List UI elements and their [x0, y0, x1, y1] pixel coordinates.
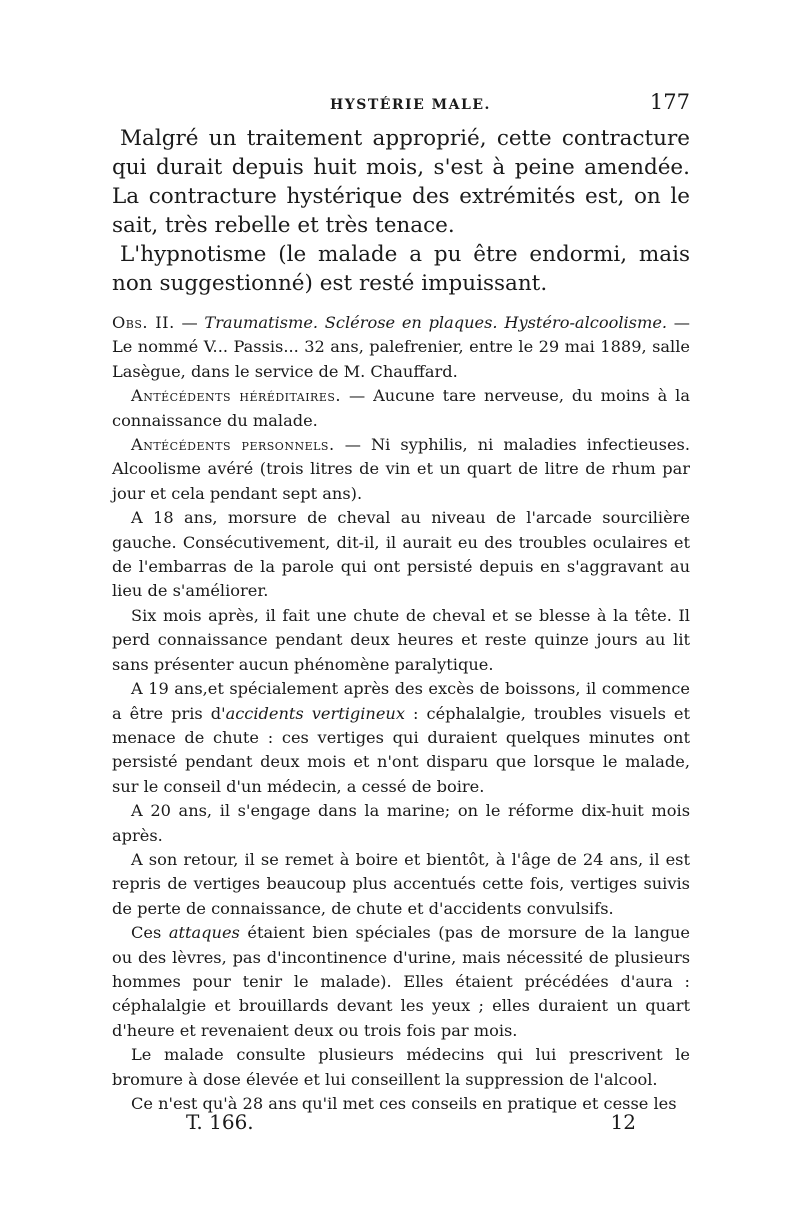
running-title: HYSTÉRIE MALE. [330, 97, 491, 113]
paragraph-age-19 [112, 677, 690, 799]
volume-mark: T. 166. [186, 1110, 254, 1134]
personal-text: — Ni syphilis, ni maladies infectieuses. Alcoolisme avéré (trois litres de vin et un quart de litre de rhum par jour et cela pendant sept ans). [112, 435, 691, 503]
paragraph-age-19-end: : céphalalgie, troubles visuels et menace de chute : ces vertiges qui duraient quelques minutes ont persisté pendant deux mois et n'ont disparu que lorsque le malade, sur le conseil d'un médecin, a cessé de boire. [112, 703, 690, 796]
intro-paragraph-2: L'hypnotisme (le malade a pu être endormi, mais non suggestionné) est resté impuissant. [112, 242, 690, 296]
paragraph-age-19-emphasis: accidents vertigineux [225, 703, 405, 723]
running-head [112, 90, 690, 124]
page-number: 177 [649, 90, 690, 114]
book-page [112, 90, 690, 1116]
hereditary-antecedents [112, 384, 690, 433]
hereditary-label: Antécédents héréditaires. [131, 386, 342, 406]
observation-heading [112, 311, 690, 384]
paragraph-attacks-start: Ces [131, 923, 169, 943]
signature-mark: 12 [610, 1110, 636, 1134]
paragraph-consults: Le malade consulte plusieurs médecins qui lui prescrivent le bromure à dose élevée et lui conseillent la suppression de l'alcool. [112, 1045, 690, 1089]
intro-paragraph-1: Malgré un traitement approprié, cette contracture qui durait depuis huit mois, s'est à peine amendée. La contracture hystérique des extrémités est, on le sait, très rebelle et très tenace. [112, 126, 690, 238]
page-footer [186, 1110, 636, 1134]
observation-dash: — [174, 313, 205, 332]
observation-text: — Le nommé V... Passis... 32 ans, palefrenier, entre le 29 mai 1889, salle Lasègue, dans le service de M. Chauffard. [112, 313, 690, 381]
personal-antecedents [112, 433, 690, 506]
paragraph-attacks-emphasis: attaques [168, 923, 240, 943]
personal-label: Antécédents personnels. [131, 435, 335, 455]
hereditary-text: — Aucune tare nerveuse, du moins à la connaissance du malade. [112, 386, 690, 430]
observation-label: Obs. II. [112, 313, 175, 332]
paragraph-age-28: Ce n'est qu'à 28 ans qu'il met ces conseils en pratique et cesse les [131, 1094, 677, 1113]
paragraph-age-19-start: A 19 ans,et spécialement après des excès de boissons, il commence a être pris d' [112, 679, 690, 723]
paragraph-age-18: A 18 ans, morsure de cheval au niveau de l'arcade sourcilière gauche. Consécutivement, dit-il, il aurait eu des troubles oculaires et de l'embarras de la parole qui ont persisté depuis en s'aggravant au lieu de s'améliorer. [112, 508, 690, 601]
paragraph-attacks [112, 921, 690, 1043]
paragraph-age-24: A son retour, il se remet à boire et bientôt, à l'âge de 24 ans, il est repris de vertiges beaucoup plus accentués cette fois, vertiges suivis de perte de connaissance, de chute et d'accidents convulsifs. [112, 849, 690, 918]
paragraph-six-months: Six mois après, il fait une chute de cheval et se blesse à la tête. Il perd connaissance pendant deux heures et reste quinze jours au lit sans présenter aucun phénomène paralytique. [112, 605, 690, 674]
paragraph-attacks-end: étaient bien spéciales (pas de morsure de la langue ou des lèvres, pas d'incontinence d'urine, mais nécessité de plusieurs hommes pour tenir le malade). Elles étaient précédées d'aura : céphalalgie et brouillards devant les yeux ; elles duraient un quart d'heure et revenaient deux ou trois fois par mois. [112, 923, 690, 1040]
observation-title: Traumatisme. Sclérose en plaques. Hystéro-alcoolisme. [204, 313, 668, 332]
paragraph-age-20: A 20 ans, il s'engage dans la marine; on le réforme dix-huit mois après. [112, 801, 690, 845]
